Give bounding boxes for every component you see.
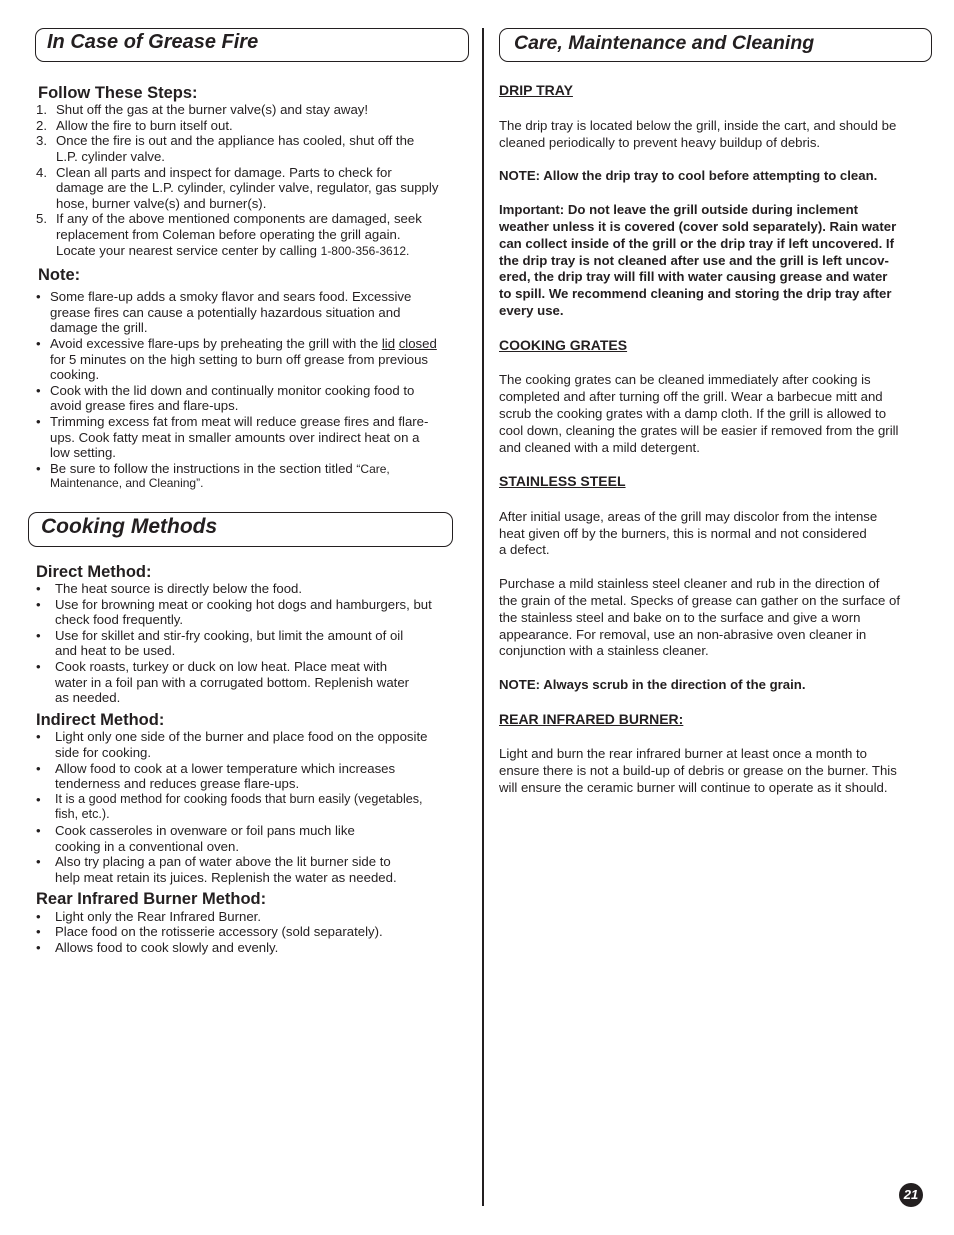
stainless-text: the grain of the metal. Specks of grease can gather on the surface of: [499, 593, 900, 608]
page-number: 21: [899, 1183, 923, 1207]
note-text-part: Be sure to follow the instructions in the section titled: [50, 461, 353, 476]
stainless-heading: STAINLESS STEEL: [499, 473, 626, 489]
stainless-text: After initial usage, areas of the grill may discolor from the intense: [499, 509, 878, 524]
bullet-dot: •: [36, 336, 41, 351]
note-text: Cook with the lid down and continually monitor cooking food to: [50, 383, 415, 398]
rear-burner-method-heading: Rear Infrared Burner Method:: [36, 890, 267, 908]
indirect-text: It is a good method for cooking foods that burn easily (vegetables,: [55, 792, 423, 806]
indirect-text: Also try placing a pan of water above the lit burner side to: [55, 854, 391, 869]
step-text: Once the fire is out and the appliance has cooled, shut off the: [56, 133, 415, 148]
stainless-text: appearance. For removal, use an non-abrasive oven cleaner in: [499, 627, 867, 642]
stainless-note: NOTE: Always scrub in the direction of the grain.: [499, 677, 806, 692]
note-text: Trimming excess fat from meat will reduce grease fires and flare-: [50, 414, 429, 429]
note-text: [50, 336, 437, 352]
bullet-dot: •: [36, 792, 41, 807]
step-number: 5.: [36, 211, 47, 226]
note-text-small: “Care,: [356, 462, 390, 476]
rear-text: Allows food to cook slowly and evenly.: [55, 940, 279, 955]
note-heading: Note:: [38, 266, 81, 284]
step-text: hose, burner valve(s) and burner(s).: [56, 196, 267, 211]
rear-burner-heading: REAR INFRARED BURNER:: [499, 711, 684, 727]
indirect-text: Cook casseroles in ovenware or foil pans much like: [55, 823, 355, 838]
note-text: Maintenance, and Cleaning”.: [50, 476, 204, 490]
step-text: Shut off the gas at the burner valve(s) and stay away!: [56, 102, 369, 117]
direct-text: as needed.: [55, 690, 121, 705]
important-text: the drip tray is not cleaned after use and the grill is left uncov-: [499, 253, 889, 268]
rear-text: Light only the Rear Infrared Burner.: [55, 909, 261, 924]
step-text: L.P. cylinder valve.: [56, 149, 165, 164]
bullet-dot: •: [36, 461, 41, 476]
care-title: Care, Maintenance and Cleaning: [514, 32, 815, 54]
step-number: 2.: [36, 118, 47, 133]
indirect-text: fish, etc.).: [55, 807, 110, 821]
cooking-grates-heading: COOKING GRATES: [499, 337, 628, 353]
bullet-dot: •: [36, 289, 41, 304]
indirect-text: Light only one side of the burner and place food on the opposite: [55, 729, 428, 744]
indirect-text: side for cooking.: [55, 745, 152, 760]
direct-method-heading: Direct Method:: [36, 563, 152, 581]
direct-text: and heat to be used.: [55, 643, 176, 658]
indirect-text: cooking in a conventional oven.: [55, 839, 240, 854]
step-text: damage are the L.P. cylinder, cylinder valve, regulator, gas supply: [56, 180, 439, 195]
note-text: avoid grease fires and flare-ups.: [50, 398, 239, 413]
note-text: for 5 minutes on the high setting to burn off grease from previous: [50, 352, 429, 367]
cooking-methods-title: Cooking Methods: [41, 515, 218, 538]
direct-text: Use for browning meat or cooking hot dogs and hamburgers, but: [55, 597, 432, 612]
steps-heading: Follow These Steps:: [38, 84, 198, 102]
step-text: [56, 243, 409, 260]
important-text: weather unless it is covered (cover sold separately). Rain water: [499, 219, 897, 234]
cooking-grates-text: completed and after turning off the grill. Wear a barbecue mitt and: [499, 389, 883, 404]
rear-text: Place food on the rotisserie accessory (sold separately).: [55, 924, 383, 939]
step-text: If any of the above mentioned components are damaged, seek: [56, 211, 422, 226]
bullet-dot: •: [36, 729, 41, 744]
underlined-word: closed: [398, 336, 437, 351]
direct-text: check food frequently.: [55, 612, 184, 627]
drip-tray-text: cleaned periodically to prevent heavy buildup of debris.: [499, 135, 821, 150]
cooking-grates-text: The cooking grates can be cleaned immediately after cooking is: [499, 372, 871, 387]
step-text: Clean all parts and inspect for damage. Parts to check for: [56, 165, 392, 180]
rear-burner-text: will ensure the ceramic burner will continue to operate as it should.: [499, 780, 888, 795]
indirect-text: tenderness and reduces grease flare-ups.: [55, 776, 300, 791]
step-number: 1.: [36, 102, 47, 117]
column-divider: [482, 28, 484, 1206]
drip-tray-text: The drip tray is located below the grill, inside the cart, and should be: [499, 118, 897, 133]
note-text: ups. Cook fatty meat in smaller amounts over indirect heat on a: [50, 430, 420, 445]
phone-number: 1-800-356-3612.: [320, 244, 410, 258]
bullet-dot: •: [36, 909, 41, 924]
stainless-text: a defect.: [499, 542, 550, 557]
step-text-part: Locate your nearest service center by calling: [56, 243, 317, 258]
important-text: every use.: [499, 303, 564, 318]
drip-tray-note: NOTE: Allow the drip tray to cool before attempting to clean.: [499, 168, 878, 183]
direct-text: water in a foil pan with a corrugated bottom. Replenish water: [55, 675, 410, 690]
bullet-dot: •: [36, 659, 41, 674]
cooking-grates-text: cool down, cleaning the grates will be easier if removed from the grill: [499, 423, 899, 438]
important-text: can collect inside of the grill or the drip tray if left uncovered. If: [499, 236, 894, 251]
indirect-text: Allow food to cook at a lower temperature which increases: [55, 761, 396, 776]
step-number: 4.: [36, 165, 47, 180]
important-text: Important: Do not leave the grill outside during inclement: [499, 202, 859, 217]
stainless-text: the stainless steel and bake on to the surface and give a worn: [499, 610, 861, 625]
note-text-part: Avoid excessive flare-ups by preheating the grill with the: [50, 336, 379, 351]
bullet-dot: •: [36, 628, 41, 643]
direct-text: The heat source is directly below the food.: [55, 581, 303, 596]
bullet-dot: •: [36, 414, 41, 429]
note-text: damage the grill.: [50, 320, 148, 335]
important-text: to spill. We recommend cleaning and storing the drip tray after: [499, 286, 892, 301]
note-text: low setting.: [50, 445, 116, 460]
bullet-dot: •: [36, 597, 41, 612]
stainless-text: conjunction with a stainless cleaner.: [499, 643, 709, 658]
cooking-grates-text: and cleaned with a mild detergent.: [499, 440, 700, 455]
direct-text: Use for skillet and stir-fry cooking, but limit the amount of oil: [55, 628, 404, 643]
bullet-dot: •: [36, 761, 41, 776]
bullet-dot: •: [36, 823, 41, 838]
underlined-word: lid: [381, 336, 396, 351]
indirect-text: help meat retain its juices. Replenish the water as needed.: [55, 870, 397, 885]
bullet-dot: •: [36, 383, 41, 398]
step-text: Allow the fire to burn itself out.: [56, 118, 233, 133]
rear-burner-text: ensure there is not a build-up of debris or grease on the burner. This: [499, 763, 897, 778]
grease-fire-title: In Case of Grease Fire: [47, 31, 259, 53]
note-text: Some flare-up adds a smoky flavor and sears food. Excessive: [50, 289, 412, 304]
direct-text: Cook roasts, turkey or duck on low heat. Place meat with: [55, 659, 388, 674]
bullet-dot: •: [36, 924, 41, 939]
bullet-dot: •: [36, 854, 41, 869]
bullet-dot: •: [36, 581, 41, 596]
stainless-text: Purchase a mild stainless steel cleaner and rub in the direction of: [499, 576, 880, 591]
step-number: 3.: [36, 133, 47, 148]
indirect-method-heading: Indirect Method:: [36, 711, 165, 729]
step-text: replacement from Coleman before operating the grill again.: [56, 227, 401, 242]
important-text: ered, the drip tray will fill with water causing grease and water: [499, 269, 888, 284]
drip-tray-heading: DRIP TRAY: [499, 82, 573, 98]
stainless-text: heat given off by the burners, this is normal and not considered: [499, 526, 867, 541]
note-text: cooking.: [50, 367, 100, 382]
bullet-dot: •: [36, 940, 41, 955]
rear-burner-text: Light and burn the rear infrared burner at least once a month to: [499, 746, 868, 761]
note-text: grease fires can cause a potentially hazardous situation and: [50, 305, 401, 320]
cooking-grates-text: scrub the cooking grates with a damp cloth. If the grill is allowed to: [499, 406, 887, 421]
